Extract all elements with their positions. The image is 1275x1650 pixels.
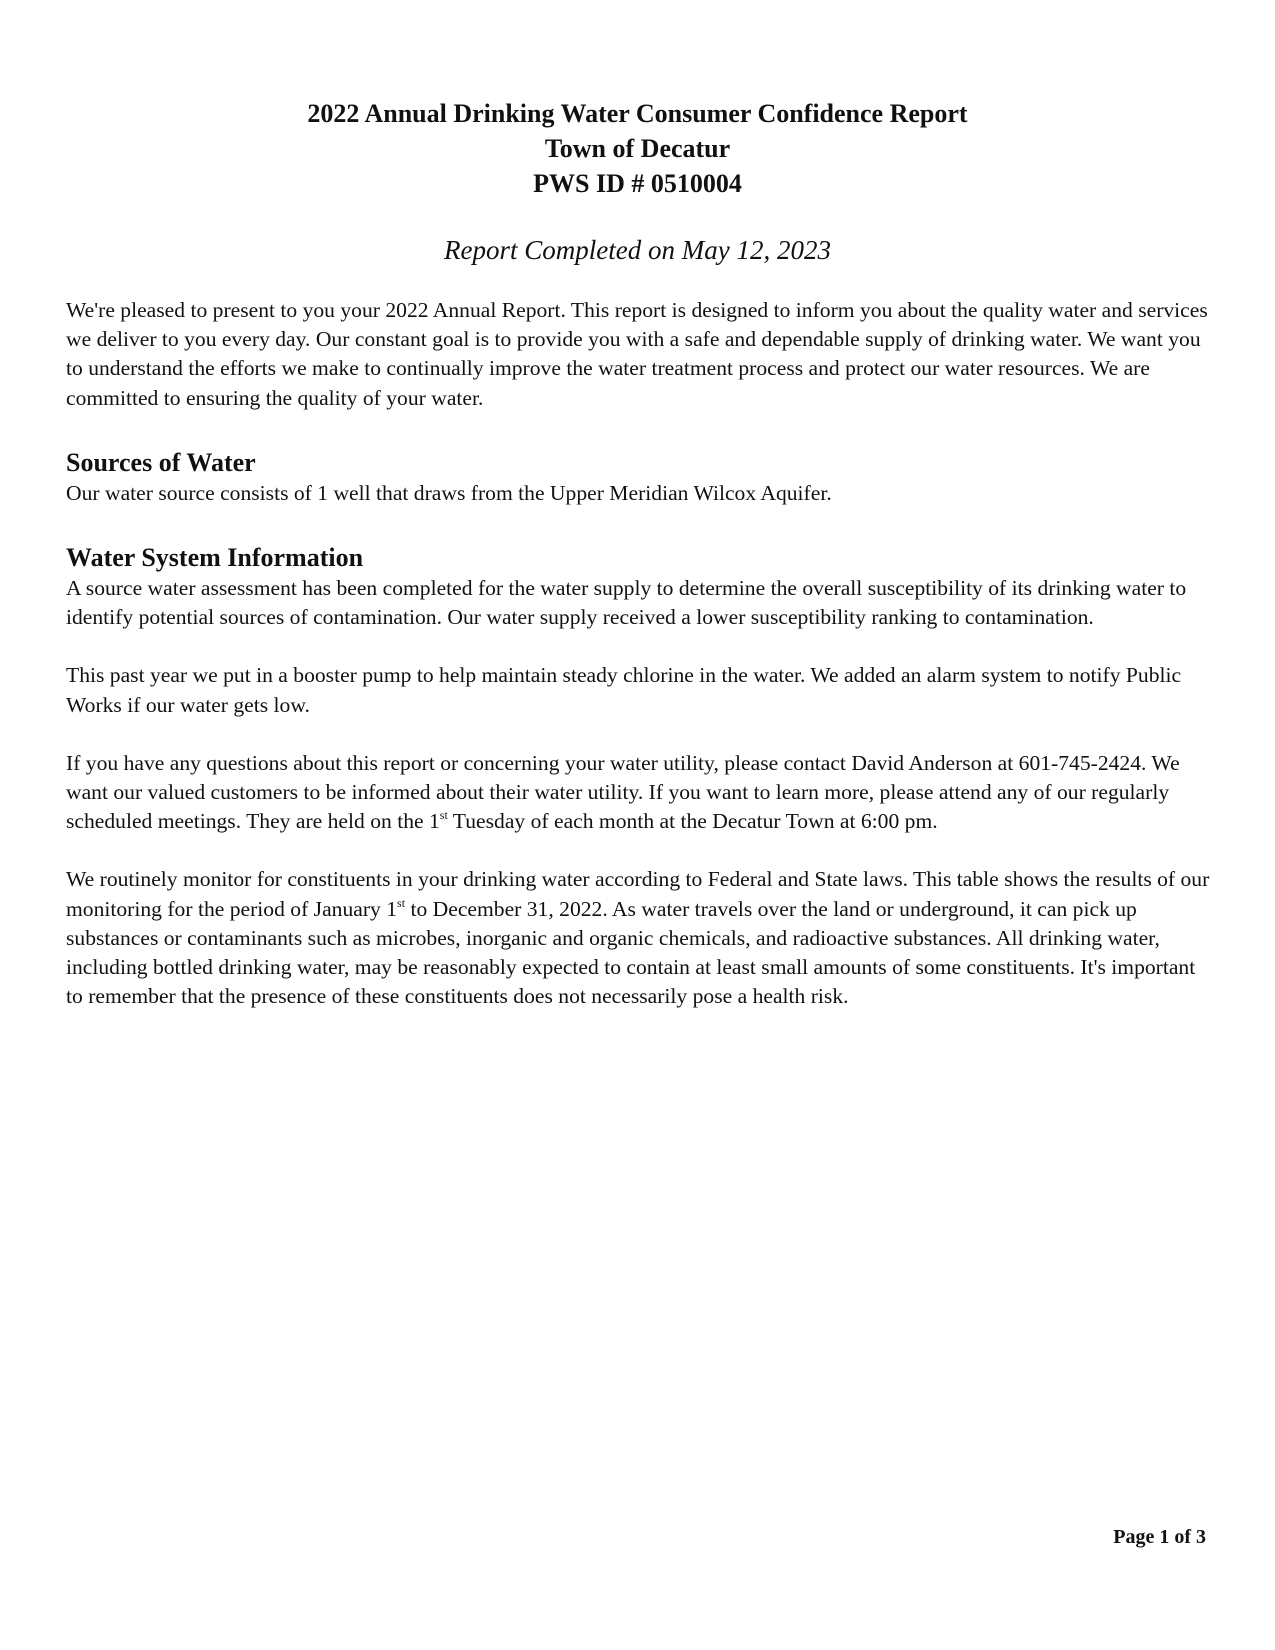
system-info-heading: Water System Information: [66, 543, 364, 573]
intro-paragraph: We're pleased to present to you your 2022 Annual Report. This report is designed to inform you about the quality water and services we deliver to you every day. Our constant goal is to provide you with a safe and dependable supply of drinking water. We want you to understand the efforts we make to continually improve the water treatment process and protect our water resources. We are committed to ensuring the quality of your water.: [66, 298, 1208, 410]
page-number: Page 1 of 3: [1113, 1526, 1206, 1548]
system-info-section: [66, 542, 1216, 1011]
contact-paragraph: [66, 749, 1216, 837]
sources-paragraph: Our water source consists of 1 well that draws from the Upper Meridian Wilcox Aquifer.: [66, 480, 832, 505]
monitoring-text-part1: We routinely monitor for constituents in your drinking water according to Federal and State laws. This table shows the results of our monitoring for the period of January 1: [66, 867, 1210, 921]
report-body: [66, 296, 1216, 1011]
sources-heading: Sources of Water: [66, 447, 256, 477]
report-completed-date: Report Completed on May 12, 2023: [444, 235, 831, 265]
monitoring-text-part2: to December 31, 2022. As water travels over the land or underground, it can pick up substances or contaminants such as microbes, inorganic and organic chemicals, and radioactive substances. All drinking water, including bottled drinking water, may be reasonably expected to contain at least small amounts of some constituents. It's important to remember that the presence of these constituents does not necessarily pose a health risk.: [66, 896, 1196, 1009]
contact-text-part1: If you have any questions about this report or concerning your water utility, please contact David Anderson at 601-745-2424. We want our valued customers to be informed about their water utility. If you want to learn more, please attend any of our regularly scheduled meetings. They are held on the 1: [66, 750, 1180, 834]
ordinal-suffix: st: [439, 808, 448, 823]
town-name: Town of Decatur: [544, 134, 731, 163]
monitoring-paragraph: [66, 865, 1216, 1011]
sources-section: [66, 447, 1216, 508]
pws-id: PWS ID # 0510004: [533, 169, 742, 198]
report-title-block: [0, 96, 1275, 201]
assessment-paragraph: A source water assessment has been completed for the water supply to determine the overall susceptibility of its drinking water to identify potential sources of contamination. Our water supply received a lower susceptibility ranking to contamination.: [66, 576, 1187, 630]
report-title: 2022 Annual Drinking Water Consumer Confidence Report: [307, 99, 968, 128]
booster-pump-paragraph: This past year we put in a booster pump to help maintain steady chlorine in the water. We added an alarm system to notify Public Works if our water gets low.: [66, 663, 1182, 717]
contact-text-part2: Tuesday of each month at the Decatur Town at 6:00 pm.: [447, 809, 938, 834]
ordinal-suffix: st: [397, 895, 406, 910]
